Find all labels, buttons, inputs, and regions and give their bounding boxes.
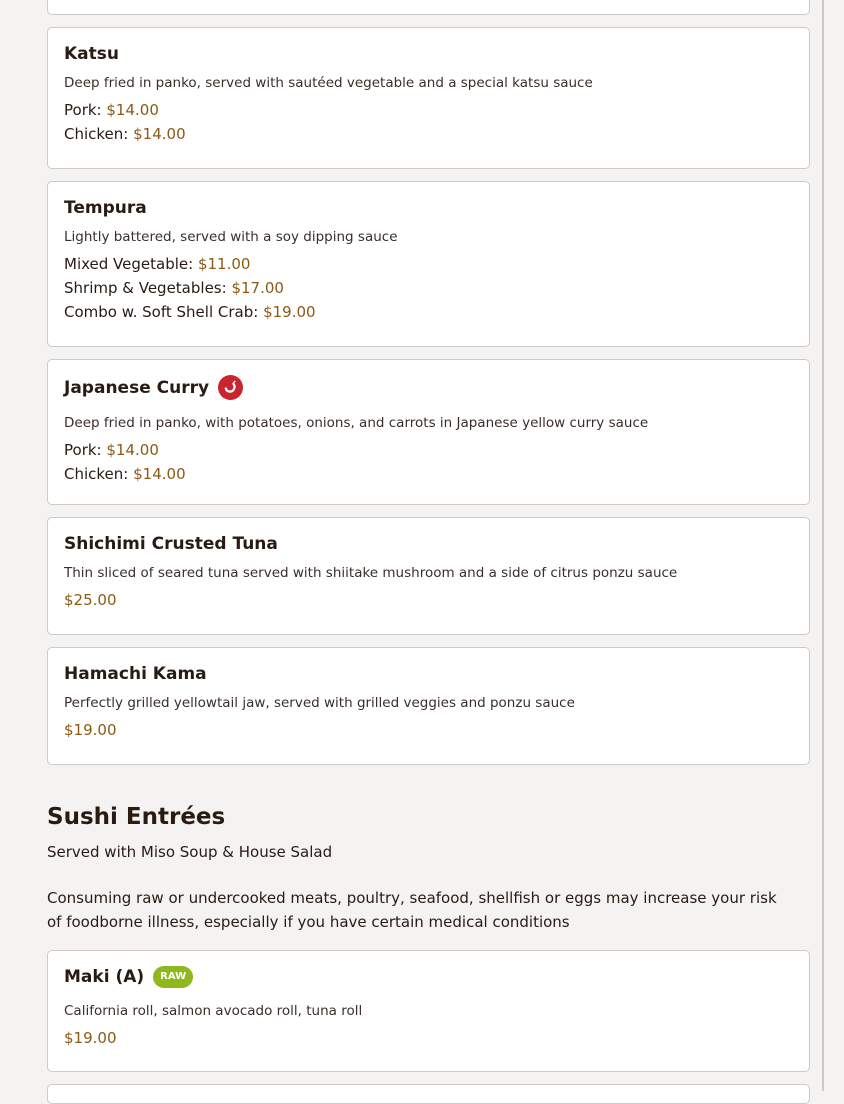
scroll-rail	[822, 0, 824, 1091]
item-title: Japanese Curry	[64, 377, 210, 398]
price-label: Chicken:	[64, 125, 129, 143]
price-label: Chicken:	[64, 465, 129, 483]
raw-food-notice: Consuming raw or undercooked meats, poultry, seafood, shellfish or eggs may increase your risk of foodborne illness, especially if you have certain medical conditions	[47, 889, 777, 931]
menu-item-japanese-curry[interactable]	[47, 359, 810, 505]
item-title: Shichimi Crusted Tuna	[64, 534, 278, 554]
price-row	[64, 438, 793, 462]
price-value: $14.00	[133, 465, 186, 483]
price-row	[64, 122, 793, 146]
menu-card-partial	[47, 1084, 810, 1104]
raw-badge: RAW	[153, 966, 193, 988]
item-description: Lightly battered, served with a soy dipping sauce	[64, 229, 398, 245]
price-row	[64, 276, 793, 300]
price-row	[64, 252, 793, 276]
item-description: Thin sliced of seared tuna served with shiitake mushroom and a side of citrus ponzu sauce	[64, 565, 678, 581]
menu-item-shichimi-crusted-tuna[interactable]	[47, 517, 810, 635]
section-title: Sushi Entrées	[47, 804, 226, 830]
item-title: Katsu	[64, 44, 119, 64]
item-title-row	[64, 375, 793, 400]
price-value: $11.00	[197, 255, 251, 273]
price-label: Shrimp & Vegetables:	[64, 279, 227, 297]
price-row	[64, 98, 793, 122]
price-value: $19.00	[64, 1029, 117, 1047]
section-subtitle: Served with Miso Soup & House Salad	[47, 843, 333, 861]
price-value: $19.00	[64, 721, 117, 739]
price-value: $19.00	[263, 303, 316, 321]
item-description: Deep fried in panko, served with sautéed vegetable and a special katsu sauce	[64, 75, 593, 91]
price-value: $25.00	[64, 591, 117, 609]
price-value: $17.00	[231, 279, 284, 297]
item-title: Tempura	[64, 198, 147, 218]
price-value: $14.00	[133, 125, 186, 143]
price-label: Pork:	[64, 101, 102, 119]
item-description: California roll, salmon avocado roll, tuna roll	[64, 1003, 363, 1019]
menu-item-katsu[interactable]	[47, 27, 810, 169]
item-description: Deep fried in panko, with potatoes, onions, and carrots in Japanese yellow curry sauce	[64, 415, 649, 431]
price-row	[64, 462, 793, 486]
menu-item-tempura[interactable]	[47, 181, 810, 347]
price-value: $14.00	[106, 441, 159, 459]
item-title-row	[64, 966, 793, 988]
price-value: $14.00	[106, 101, 159, 119]
menu-card-partial	[47, 0, 810, 15]
menu-item-hamachi-kama[interactable]	[47, 647, 810, 765]
price-label: Mixed Vegetable:	[64, 255, 194, 273]
menu-item-maki-a[interactable]	[47, 950, 810, 1072]
chili-pepper-icon	[218, 375, 243, 400]
price-label: Combo w. Soft Shell Crab:	[64, 303, 259, 321]
price-row	[64, 300, 793, 324]
item-description: Perfectly grilled yellowtail jaw, served with grilled veggies and ponzu sauce	[64, 695, 575, 711]
item-title: Hamachi Kama	[64, 664, 207, 684]
item-title: Maki (A)	[64, 967, 145, 987]
price-label: Pork:	[64, 441, 102, 459]
